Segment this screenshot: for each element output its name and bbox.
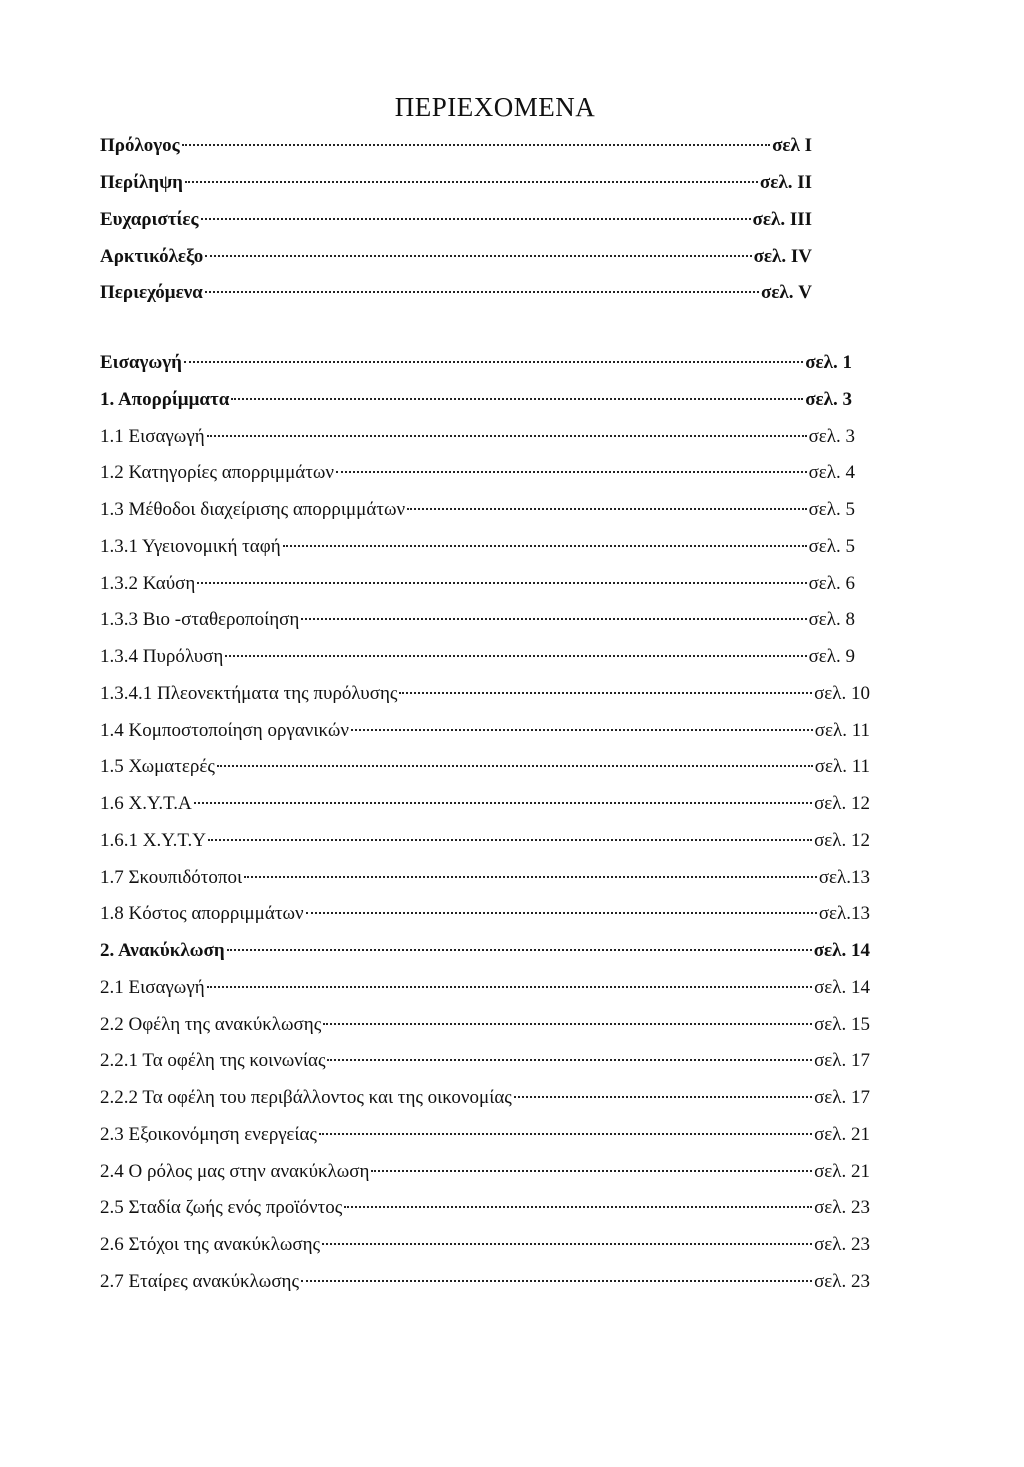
dot-leader <box>327 1059 812 1061</box>
toc-entry-page: σελ. 10 <box>814 682 870 704</box>
toc-row <box>100 867 870 897</box>
toc-entry-page: σελ. 8 <box>808 609 855 631</box>
toc-entry-label: 2.3 Εξοικονόμηση ενεργείας <box>100 1123 317 1145</box>
toc-entry-label: 1.3.4 Πυρόλυση <box>100 646 224 667</box>
dot-leader <box>344 1206 812 1208</box>
toc-entry-label: 2.7 Εταίρες ανακύκλωσης <box>100 1270 300 1292</box>
toc-entry-label: Περίληψη <box>100 172 183 193</box>
toc-entry-label: 2.2.1 Τα οφέλη της κοινωνίας <box>100 1050 326 1072</box>
toc-entry-page: σελ. 17 <box>814 1087 870 1108</box>
dot-leader <box>301 618 806 620</box>
toc-entry-label: Πρόλογος <box>100 135 180 156</box>
dot-leader <box>407 508 807 510</box>
toc-row <box>100 1124 870 1154</box>
toc-row <box>100 720 870 750</box>
front-matter-row <box>100 282 812 312</box>
toc-row <box>100 426 855 456</box>
toc-row <box>100 1014 870 1044</box>
dot-leader <box>306 912 817 914</box>
dot-leader <box>323 1023 812 1025</box>
dot-leader <box>197 582 806 584</box>
toc-entry-page: σελ. 17 <box>814 1050 870 1072</box>
toc-entry-page: σελ I <box>772 135 812 156</box>
toc-row <box>100 977 870 1007</box>
toc-entry-page: σελ. 11 <box>814 756 870 778</box>
toc-row <box>100 573 855 603</box>
dot-leader <box>225 655 806 657</box>
toc-entry-label: 1.3.1 Υγειονομική ταφή <box>100 535 281 557</box>
toc-entry-page: σελ. V <box>760 282 812 303</box>
toc-row <box>100 536 855 566</box>
dot-leader <box>301 1280 812 1282</box>
dot-leader <box>217 765 813 767</box>
toc-entry-page: σελ. 12 <box>814 829 870 851</box>
toc-entry-label: 2.4 Ο ρόλος μας στην ανακύκλωση <box>100 1160 370 1182</box>
toc-entry-page: σελ. 21 <box>814 1123 870 1145</box>
toc-row <box>100 1271 870 1301</box>
dot-leader <box>208 839 812 841</box>
toc-entry-label: 1.8 Κόστος απορριμμάτων <box>100 903 304 925</box>
toc-entry-label: 2.2 Οφέλη της ανακύκλωσης <box>100 1013 322 1035</box>
front-matter-row <box>100 135 812 165</box>
toc-row <box>100 646 855 676</box>
toc-row <box>100 499 855 529</box>
dot-leader <box>322 1243 812 1245</box>
toc-entry-label: Αρκτικόλεξο <box>100 246 204 267</box>
toc-row <box>100 1087 870 1117</box>
front-matter-row <box>100 172 812 202</box>
dot-leader <box>184 361 803 363</box>
dot-leader <box>319 1133 812 1135</box>
toc-entry-page: σελ. 3 <box>805 388 852 410</box>
dot-leader <box>207 986 812 988</box>
toc-entry-label: 2.6 Στόχοι της ανακύκλωσης <box>100 1234 321 1255</box>
toc-row <box>100 940 870 970</box>
toc-entry-label: 1. Απορρίμματα <box>100 388 230 410</box>
page-title: ΠΕΡΙΕΧΟΜΕΝΑ <box>394 92 596 122</box>
toc-entry-label: 1.6.1 Χ.Υ.Τ.Υ <box>100 829 207 851</box>
dot-leader <box>244 876 817 878</box>
toc-entry-label: 2.2.2 Τα οφέλη του περιβάλλοντος και της οικονομίας <box>100 1087 512 1108</box>
toc-entry-label: 1.1 Εισαγωγή <box>100 425 205 447</box>
dot-leader <box>351 729 813 731</box>
dot-leader <box>227 949 812 951</box>
toc-entry-page: σελ. 5 <box>808 535 855 557</box>
toc-entry-page: σελ. 15 <box>814 1013 870 1035</box>
toc-entry-label: 2.5 Σταδία ζωής ενός προϊόντος <box>100 1197 343 1219</box>
toc-entry-page: σελ. 3 <box>808 425 855 447</box>
dot-leader <box>399 692 812 694</box>
toc-row <box>100 1234 870 1264</box>
dot-leader <box>194 802 812 804</box>
dot-leader <box>231 398 803 400</box>
toc-entry-label: 1.3.2 Καύση <box>100 572 196 594</box>
dot-leader <box>371 1170 812 1172</box>
toc-row <box>100 793 870 823</box>
dot-leader <box>182 144 770 146</box>
front-matter-row <box>100 246 812 276</box>
toc-entry-label: Ευχαριστίες <box>100 209 199 230</box>
dot-leader <box>205 291 759 293</box>
toc-row <box>100 1050 870 1080</box>
toc-entry-page: σελ. III <box>752 209 812 230</box>
toc-entry-page: σελ.13 <box>818 903 870 925</box>
toc-row <box>100 756 870 786</box>
toc-row <box>100 1197 870 1227</box>
dot-leader <box>336 471 807 473</box>
toc-entry-page: σελ. 12 <box>814 793 870 814</box>
dot-leader <box>283 545 807 547</box>
toc-entry-page: σελ. 23 <box>814 1197 870 1219</box>
toc-entry-page: σελ. 14 <box>814 976 870 998</box>
toc-entry-label: 1.3.4.1 Πλεονεκτήματα της πυρόλυσης <box>100 682 398 704</box>
toc-entry-page: σελ. 23 <box>814 1270 870 1292</box>
toc-row <box>100 683 870 713</box>
toc-row <box>100 389 852 419</box>
toc-entry-page: σελ. 11 <box>814 719 870 741</box>
toc-entry-page: σελ. 14 <box>813 940 870 961</box>
toc-entry-label: 2. Ανακύκλωση <box>100 940 225 961</box>
toc-entry-page: σελ. 23 <box>814 1234 870 1255</box>
toc-row <box>100 352 852 382</box>
toc-entry-page: σελ. 1 <box>805 352 852 373</box>
dot-leader <box>207 435 807 437</box>
toc-entry-label: 1.3 Μέθοδοι διαχείρισης απορριμμάτων <box>100 499 406 520</box>
toc-entry-label: 1.2 Κατηγορίες απορριμμάτων <box>100 462 334 484</box>
toc-entry-page: σελ. 9 <box>808 646 855 667</box>
toc-entry-page: σελ. 4 <box>808 462 855 484</box>
toc-entry-page: σελ. 5 <box>808 499 855 520</box>
toc-entry-page: σελ.13 <box>818 866 870 888</box>
toc-entry-page: σελ. 21 <box>814 1160 870 1182</box>
dot-leader <box>201 218 751 220</box>
toc-entry-label: Εισαγωγή <box>100 352 182 373</box>
front-matter-row <box>100 209 812 239</box>
toc-entry-label: 1.4 Κομποστοποίηση οργανικών <box>100 719 349 741</box>
toc-entry-label: 1.5 Χωματερές <box>100 756 215 778</box>
toc-row <box>100 903 870 933</box>
dot-leader <box>185 181 758 183</box>
toc-entry-label: 1.3.3 Βιο -σταθεροποίηση <box>100 609 300 631</box>
toc-entry-page: σελ. II <box>759 172 812 193</box>
toc-entry-label: 2.1 Εισαγωγή <box>100 976 205 998</box>
toc-row <box>100 462 855 492</box>
dot-leader <box>205 255 751 257</box>
toc-row <box>100 1161 870 1191</box>
toc-entry-page: σελ. 6 <box>808 572 855 594</box>
toc-row <box>100 830 870 860</box>
dot-leader <box>514 1096 812 1098</box>
toc-entry-page: σελ. IV <box>753 246 812 267</box>
toc-entry-label: 1.7 Σκουπιδότοποι <box>100 866 243 888</box>
toc-entry-label: 1.6 Χ.Υ.Τ.Α <box>100 793 192 814</box>
toc-row <box>100 609 855 639</box>
toc-entry-label: Περιεχόμενα <box>100 282 203 303</box>
